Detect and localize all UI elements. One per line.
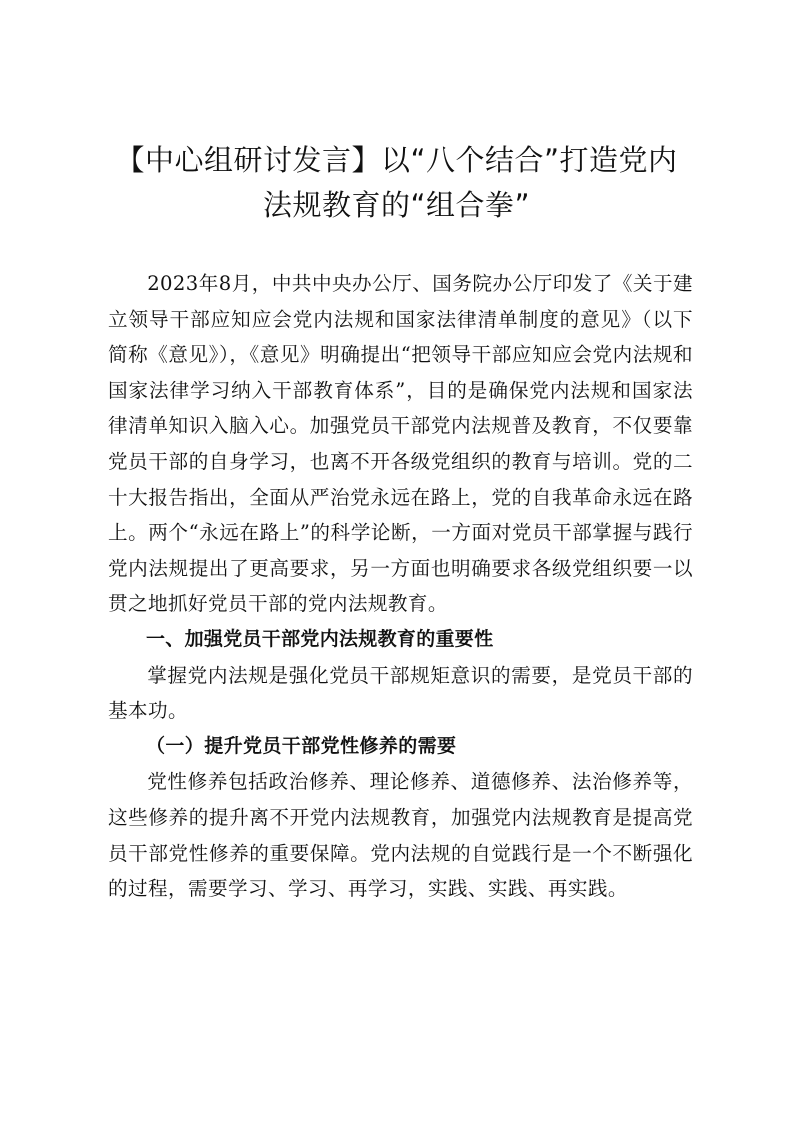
body-paragraph: 掌握党内法规是强化党员干部规矩意识的需要，是党员干部的基本功。 <box>108 663 693 723</box>
section-heading: 一、加强党员干部党内法规教育的重要性 <box>146 627 494 650</box>
subsection-heading: （一）提升党员干部党性修养的需要 <box>146 734 457 757</box>
document-body <box>108 266 693 907</box>
title-line-1: 【中心组研讨发言】以“八个结合”打造党内 <box>115 143 678 177</box>
title-line-2: 法规教育的“组合拳” <box>262 188 531 222</box>
document-title <box>100 138 693 228</box>
body-paragraph: 2023年8月，中共中央办公厅、国务院办公厅印发了《关于建立领导干部应知应会党内法规和国家法律清单制度的意见》（以下简称《意见》），《意见》明确提出“把领导干部应知应会党内法规和国家法律学习纳入干部教育体系”，目的是确保党内法规和国家法律清单知识入脑入心。加强党员干部党内法规普及教育，不仅要靠党员干部的自身学习，也离不开各级党组织的教育与培训。党的二十大报告指出，全面从严治党永远在路上，党的自我革命永远在路上。两个“永远在路上”的科学论断，一方面对党员干部掌握与践行党内法规提出了更高要求，另一方面也明确要求各级党组织要一以贯之地抓好党员干部的党内法规教育。 <box>108 272 693 616</box>
body-paragraph: 党性修养包括政治修养、理论修养、道德修养、法治修养等，这些修养的提升离不开党内法规教育，加强党内法规教育是提高党员干部党性修养的重要保障。党内法规的自觉践行是一个不断强化的过程，需要学习、学习、再学习，实践、实践、再实践。 <box>108 770 693 901</box>
